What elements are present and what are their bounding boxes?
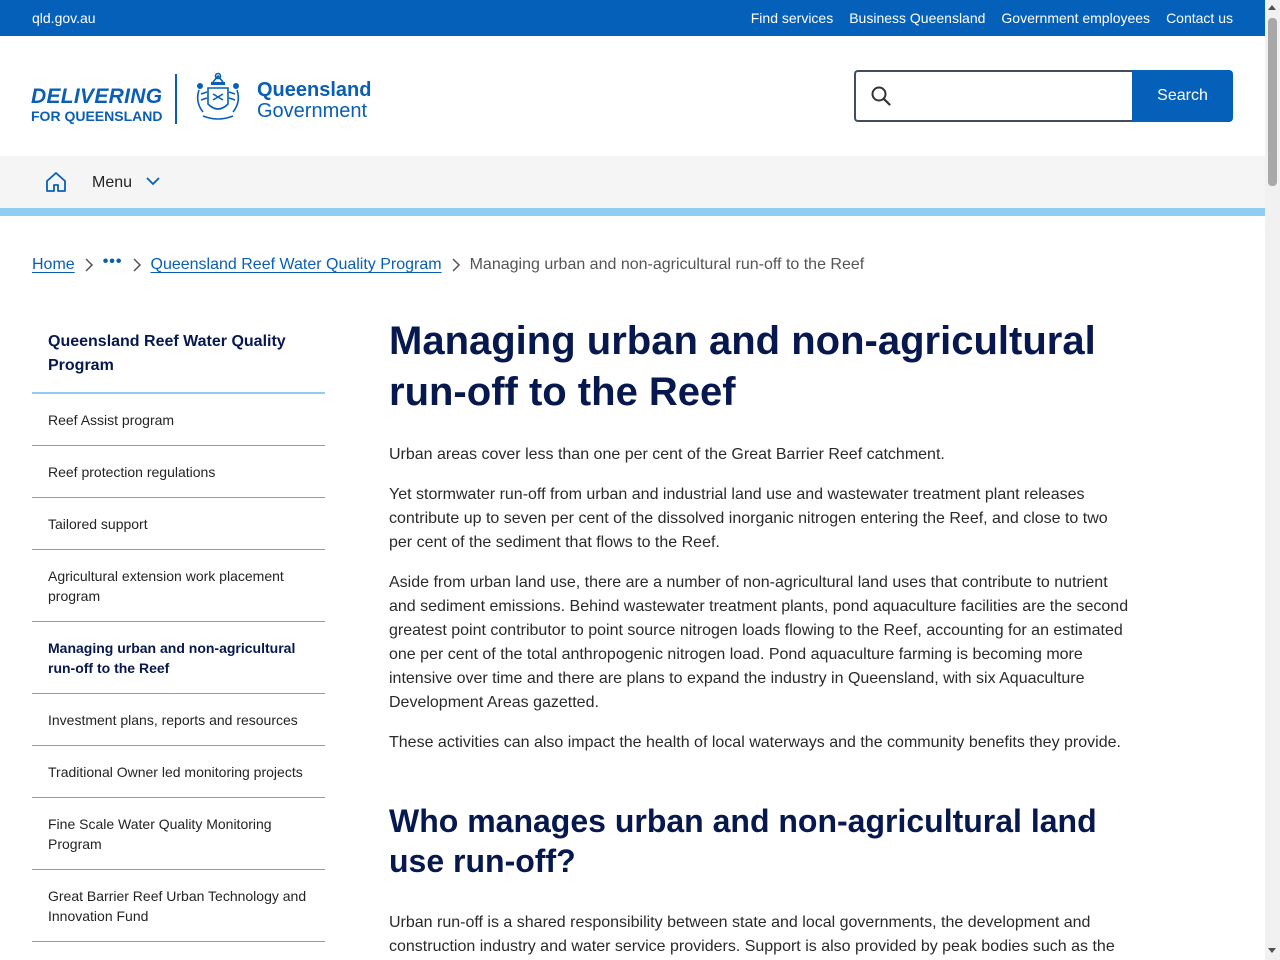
body-paragraph: Yet stormwater run-off from urban and industrial land use and wastewater treatment plant releases contribute up to seven per cent of the dissolved inorganic nitrogen entering the Reef, and close to two per cent of the sediment that flows to the Reef. xyxy=(389,486,1108,551)
government-employees-link[interactable]: Government employees xyxy=(1001,10,1151,26)
body-paragraph: Urban run-off is a shared responsibility between state and local governments, the development and construction industry and water service providers. Support is also provided by peak bodies such as the xyxy=(389,914,1115,955)
section-nav-item[interactable]: Tailored support xyxy=(32,498,325,550)
body-paragraph: Aside from urban land use, there are a number of non-agricultural land uses that contribute to nutrient and sediment emissions. Behind wastewater treatment plants, pond aquaculture facilities are the second greatest point contributor to point source nitrogen loads flowing to the Reef, accounting for an estimated one per cent of the total anthropogenic nitrogen load. Pond aquaculture farming is becoming more intensive over time and there are plans to expand the industry in Queensland, with six Aquaculture Development Areas gazetted. xyxy=(389,574,1129,711)
section-nav-heading[interactable]: Queensland Reef Water Quality Program xyxy=(32,318,325,394)
find-services-link[interactable]: Find services xyxy=(750,10,834,26)
page-scrollbar[interactable] xyxy=(1265,0,1280,960)
main-navigation xyxy=(0,156,1265,208)
site-header xyxy=(0,36,1265,156)
utility-links xyxy=(751,10,1233,26)
home-icon[interactable] xyxy=(44,170,68,194)
section-navigation xyxy=(32,318,325,942)
search-icon xyxy=(870,85,892,107)
section-nav-item[interactable]: Reef Assist program xyxy=(32,394,325,446)
chevron-down-icon[interactable] xyxy=(146,176,160,186)
breadcrumb-home[interactable]: Home xyxy=(32,256,75,273)
utility-bar xyxy=(0,0,1265,36)
section-nav-item[interactable]: Traditional Owner led monitoring projects xyxy=(32,746,325,798)
body-paragraph: Urban areas cover less than one per cent of the Great Barrier Reef catchment. xyxy=(389,446,945,463)
queensland-government-logo[interactable]: Queensland Government xyxy=(257,79,372,122)
menu-button[interactable]: Menu xyxy=(92,174,133,191)
search-input[interactable] xyxy=(902,82,1126,112)
logo-divider xyxy=(175,74,177,124)
chevron-right-icon xyxy=(132,258,142,272)
section-nav-item[interactable]: Fine Scale Water Quality Monitoring Program xyxy=(32,798,325,870)
scrollbar-thumb[interactable] xyxy=(1268,18,1277,186)
page-title: Managing urban and non-agricultural run-off to the Reef xyxy=(389,319,1096,414)
main-content xyxy=(389,316,1134,959)
nav-accent-stripe xyxy=(0,208,1265,216)
section-nav-item[interactable]: Reef protection regulations xyxy=(32,446,325,498)
delivering-for-queensland-logo[interactable]: DELIVERING FOR QUEENSLAND xyxy=(31,85,163,124)
site-link[interactable]: qld.gov.au xyxy=(32,10,96,26)
breadcrumb xyxy=(32,253,865,274)
business-queensland-link[interactable]: Business Queensland xyxy=(849,10,986,26)
scroll-down-icon[interactable] xyxy=(1268,948,1276,953)
chevron-right-icon xyxy=(451,258,461,272)
section-nav-item[interactable]: Investment plans, reports and resources xyxy=(32,694,325,746)
breadcrumb-current: Managing urban and non-agricultural run-off to the Reef xyxy=(469,256,865,273)
scroll-up-icon[interactable] xyxy=(1268,5,1276,10)
breadcrumb-ellipsis[interactable]: ••• xyxy=(102,253,123,270)
section-heading: Who manages urban and non-agricultural land use run-off? xyxy=(389,803,1097,879)
site-search xyxy=(854,70,1233,122)
search-button[interactable]: Search xyxy=(1132,70,1233,122)
body-paragraph: These activities can also impact the health of local waterways and the community benefits they provide. xyxy=(389,734,1121,751)
breadcrumb-parent[interactable]: Queensland Reef Water Quality Program xyxy=(150,256,442,273)
search-field[interactable] xyxy=(854,70,1132,122)
queensland-crest-icon xyxy=(191,68,245,124)
contact-us-link[interactable]: Contact us xyxy=(1166,10,1233,26)
section-nav-item[interactable]: Agricultural extension work placement program xyxy=(32,550,325,622)
section-nav-item-active[interactable]: Managing urban and non-agricultural run-off to the Reef xyxy=(32,622,325,694)
chevron-right-icon xyxy=(84,258,94,272)
section-nav-item[interactable]: Great Barrier Reef Urban Technology and Innovation Fund xyxy=(32,870,325,942)
